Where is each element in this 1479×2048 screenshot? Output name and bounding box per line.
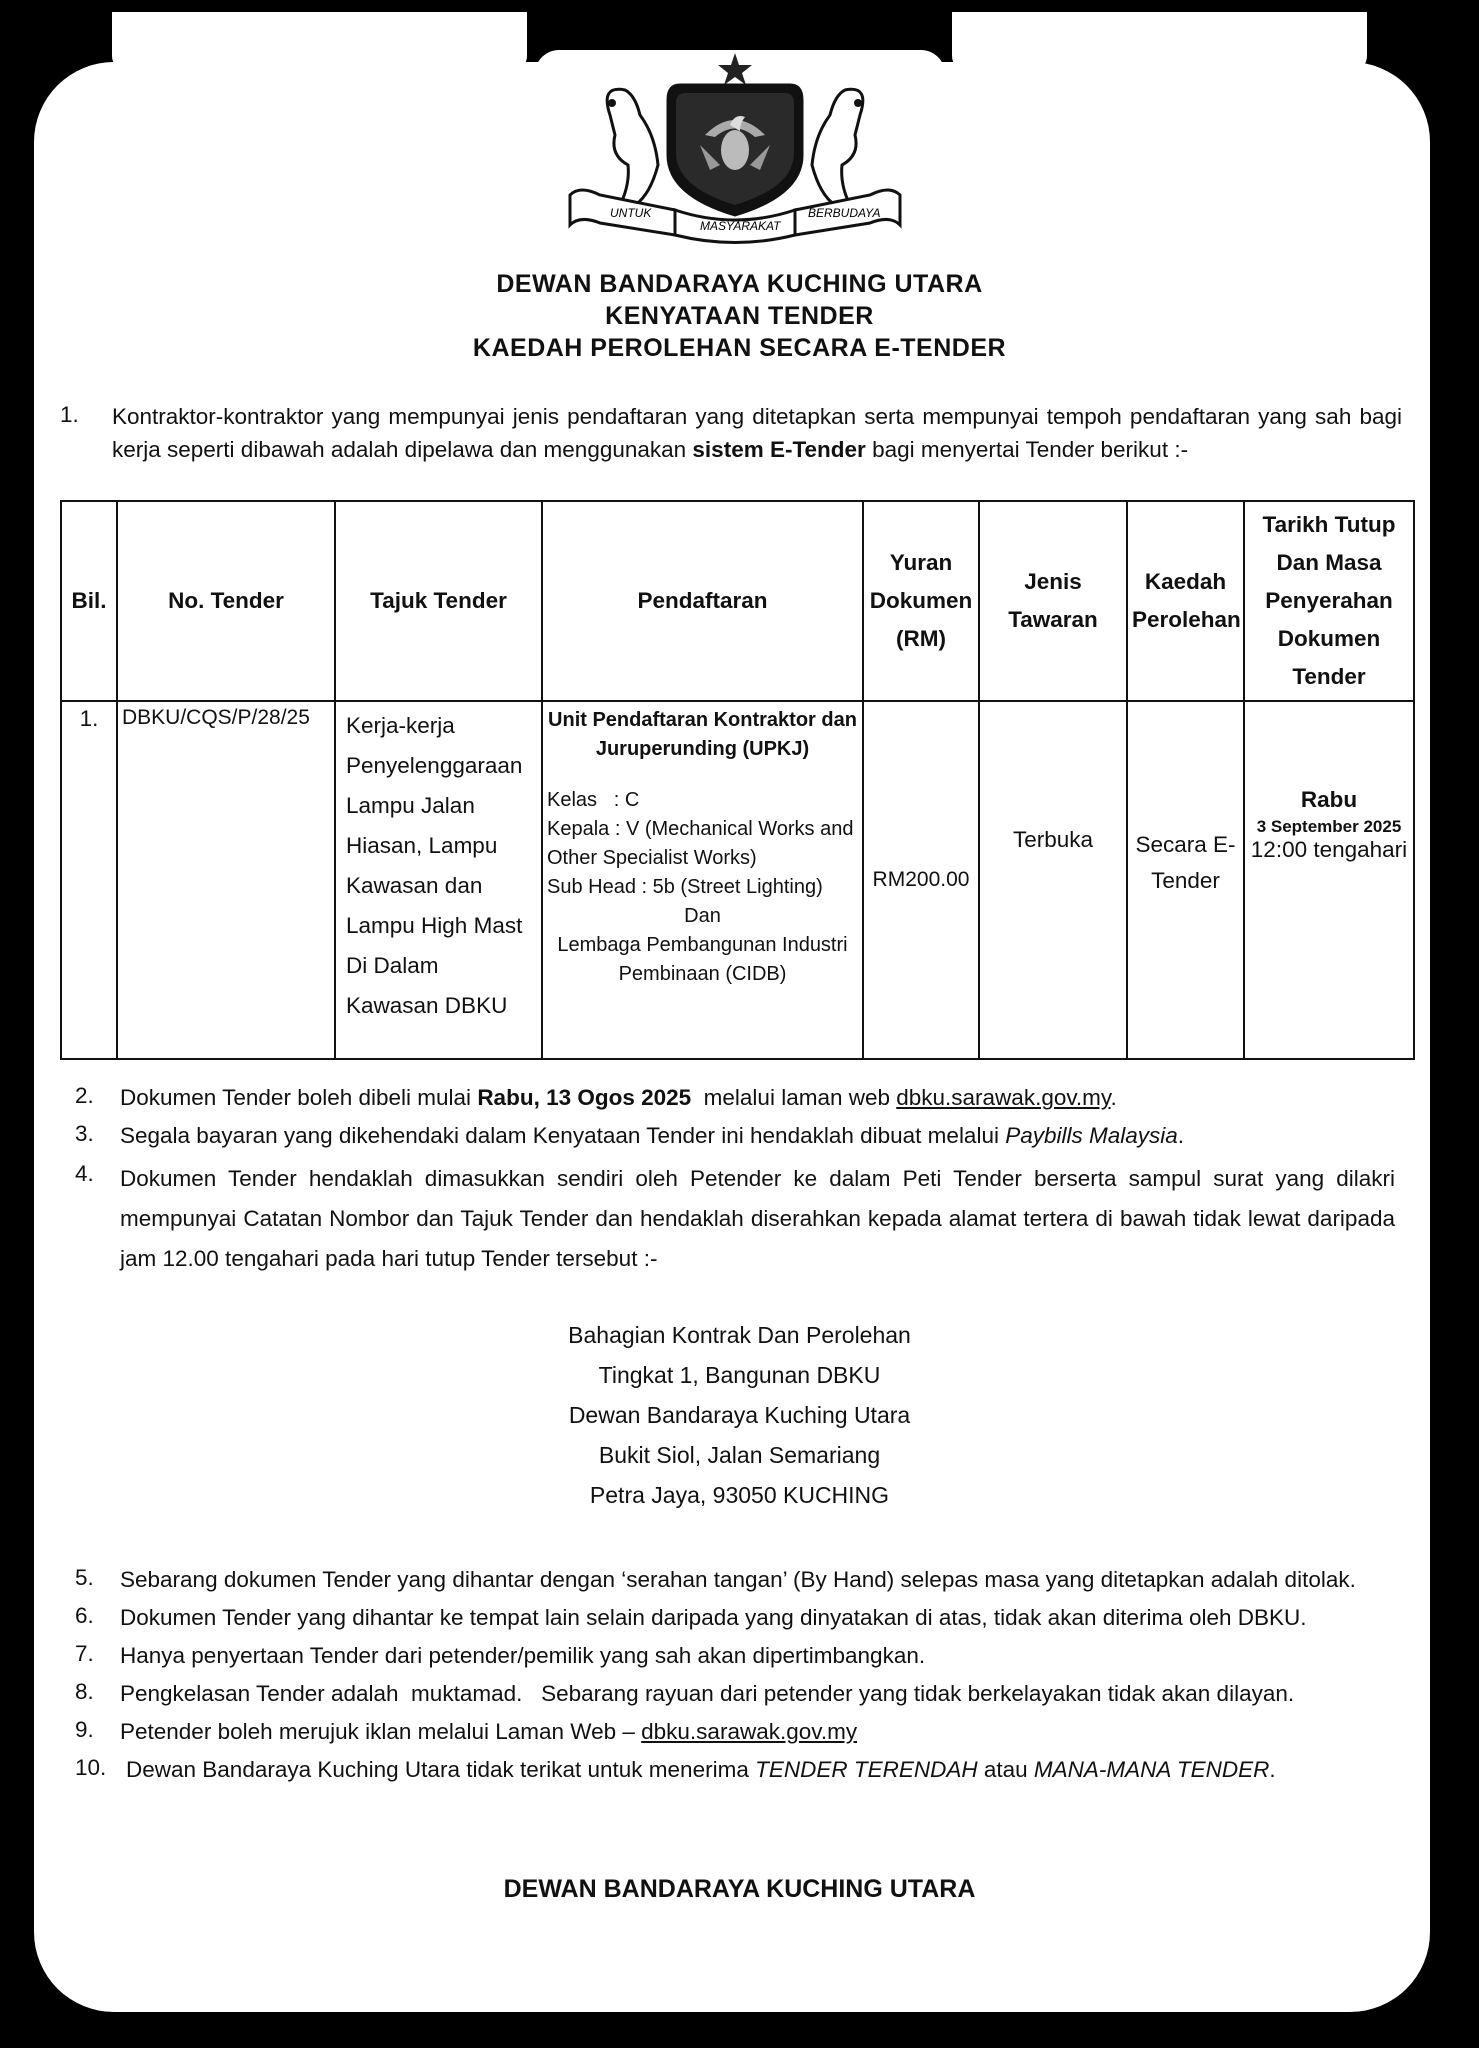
pendaftaran-cidb: Lembaga Pembangunan Industri Pembinaan (CIDB) [557, 934, 848, 985]
address-line: Tingkat 1, Bangunan DBKU [598, 1362, 881, 1388]
pendaftaran-subhead: Sub Head : 5b (Street Lighting) [547, 876, 823, 898]
item-8-number: 8. [75, 1679, 94, 1704]
item-7-number: 7. [75, 1641, 94, 1666]
item-4: Dokumen Tender hendaklah dimasukkan sendiri oleh Petender ke dalam Peti Tender berserta sampul surat yang dilakri mempunyai Catatan Nombor dan Tajuk Tender dan hendaklah diserahkan kepada alamat tertera di bawah tidak lewat daripada jam 12.00 tengahari pada hari tutup Tender tersebut :- [120, 1166, 1395, 1271]
item-9-number: 9. [75, 1717, 94, 1742]
item-7: Hanya penyertaan Tender dari petender/pemilik yang sah akan dipertimbangkan. [120, 1643, 926, 1668]
frame-tab-left [112, 12, 527, 72]
item-10-period: . [1269, 1757, 1276, 1782]
para1-bold: sistem E-Tender [692, 437, 866, 462]
tender-table [60, 500, 1415, 1060]
item-10-italic-1: TENDER TERENDAH [755, 1757, 978, 1782]
cell-bil: 1. [61, 701, 117, 1059]
col-header-no-tender: No. Tender [117, 501, 335, 701]
pendaftaran-kepala: Kepala : V (Mechanical Works and Other Specialist Works) [547, 818, 854, 869]
col-header-yuran: Yuran Dokumen (RM) [863, 501, 979, 701]
ribbon-text-right: BERBUDAYA [808, 206, 881, 220]
item-10-number: 10. [75, 1755, 107, 1780]
col-header-bil: Bil. [61, 501, 117, 701]
cell-tajuk: Kerja-kerja Penyelenggaraan Lampu Jalan Hiasan, Lampu Kawasan dan Lampu High Mast Di Dalam Kawasan DBKU [335, 701, 542, 1059]
item-10 [126, 1753, 1416, 1786]
header-title-org: DEWAN BANDARAYA KUCHING UTARA [496, 270, 983, 298]
item-5-number: 5. [75, 1565, 94, 1590]
para1 [112, 400, 1402, 466]
item-2-text-b: melalui laman web [691, 1085, 897, 1110]
para1-number: 1. [60, 402, 79, 427]
item-2 [120, 1081, 1410, 1114]
header-title-notice: KENYATAAN TENDER [605, 302, 874, 330]
cell-pendaftaran [542, 701, 863, 1059]
item-9-text: Petender boleh merujuk iklan melalui Laman Web – [120, 1719, 642, 1744]
tarikh-date: 3 September 2025 [1256, 817, 1402, 836]
item-10-italic-2: MANA-MANA TENDER [1033, 1757, 1270, 1782]
address-line: Dewan Bandaraya Kuching Utara [568, 1402, 911, 1428]
col-header-tajuk: Tajuk Tender [335, 501, 542, 701]
item-3 [120, 1119, 1410, 1152]
address-line: Bukit Siol, Jalan Semariang [598, 1442, 881, 1468]
cell-no-tender: DBKU/CQS/P/28/25 [117, 701, 335, 1059]
item-2-period: . [1110, 1085, 1117, 1110]
para1-text-b: bagi menyertai Tender berikut :- [865, 437, 1189, 462]
cell-jenis: Terbuka [979, 701, 1127, 1059]
item-9-link[interactable]: dbku.sarawak.gov.my [641, 1719, 858, 1744]
pendaftaran-title: Unit Pendaftaran Kontraktor dan Juruperunding (UPKJ) [548, 709, 857, 760]
item-6-number: 6. [75, 1603, 94, 1628]
col-header-tarikh: Tarikh Tutup Dan Masa Penyerahan Dokumen Tender [1244, 501, 1414, 701]
frame-tab-right [952, 12, 1367, 72]
tarikh-time: 12:00 tengahari [1250, 837, 1408, 862]
table-row [61, 701, 1414, 1059]
ribbon-text-left: UNTUK [610, 206, 652, 220]
item-5: Sebarang dokumen Tender yang dihantar dengan ‘serahan tangan’ (By Hand) selepas masa yang ditetapkan adalah ditolak. [120, 1567, 1356, 1592]
cell-yuran: RM200.00 [863, 701, 979, 1059]
item-6: Dokumen Tender yang dihantar ke tempat lain selain daripada yang dinyatakan di atas, tidak akan diterima oleh DBKU. [120, 1605, 1307, 1630]
table-header-row [61, 501, 1414, 701]
pendaftaran-dan: Dan [684, 905, 721, 927]
item-3-number: 3. [75, 1121, 94, 1146]
item-2-date: Rabu, 13 Ogos 2025 [477, 1085, 692, 1110]
dbku-crest-logo [540, 45, 930, 245]
ribbon-text-mid: MASYARAKAT [700, 219, 781, 233]
item-2-link[interactable]: dbku.sarawak.gov.my [896, 1085, 1111, 1110]
col-header-pendaftaran: Pendaftaran [542, 501, 863, 701]
cell-tarikh [1244, 701, 1414, 1059]
para1-text-a: Kontraktor-kontraktor yang mempunyai jenis pendaftaran yang ditetapkan serta mempunyai tempoh pendaftaran yang sah bagi kerja seperti dibawah adalah dipelawa dan menggunakan [112, 404, 1402, 462]
item-3-period: . [1177, 1123, 1185, 1148]
address-line: Petra Jaya, 93050 KUCHING [589, 1482, 890, 1508]
item-2-number: 2. [75, 1083, 94, 1108]
footer-signature: DEWAN BANDARAYA KUCHING UTARA [503, 1875, 976, 1903]
address-block [0, 1315, 1479, 1515]
item-3-italic: Paybills Malaysia [1005, 1123, 1178, 1148]
tarikh-day: Rabu [1300, 787, 1358, 812]
col-header-kaedah: Kaedah Perolehan [1127, 501, 1244, 701]
kaedah-text: Secara E-Tender [1135, 832, 1236, 893]
item-2-text: Dokumen Tender boleh dibeli mulai [120, 1085, 478, 1110]
cell-kaedah [1127, 701, 1244, 1059]
col-header-jenis: Jenis Tawaran [979, 501, 1127, 701]
item-9 [120, 1715, 1420, 1748]
item-3-text: Segala bayaran yang dikehendaki dalam Kenyataan Tender ini hendaklah dibuat melalui [120, 1123, 1006, 1148]
header-title-method: KAEDAH PEROLEHAN SECARA E-TENDER [472, 334, 1007, 362]
pendaftaran-kelas: Kelas : C [547, 789, 640, 811]
item-8: Pengkelasan Tender adalah muktamad. Sebarang rayuan dari petender yang tidak berkelayakan tidak akan dilayan. [120, 1681, 1295, 1706]
item-10-text: Dewan Bandaraya Kuching Utara tidak terikat untuk menerima [126, 1757, 756, 1782]
item-10-text-b: atau [977, 1757, 1034, 1782]
address-line: Bahagian Kontrak Dan Perolehan [568, 1322, 911, 1348]
item-4-number: 4. [75, 1161, 94, 1186]
